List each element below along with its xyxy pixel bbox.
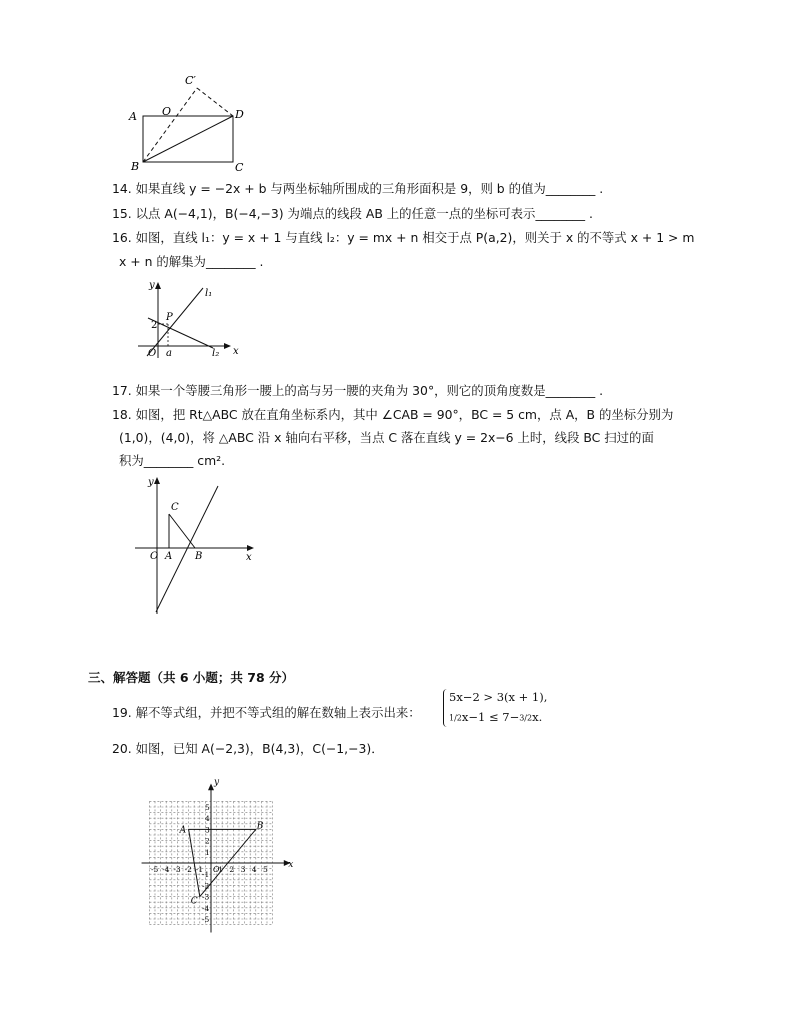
fig16-label-x: x [233, 346, 239, 357]
y-tick-label: -4 [202, 903, 210, 913]
question-16-line-2: x + n 的解集为________ . [119, 254, 264, 269]
question-16-line-1: 16. 如图，直线 l₁：y = x + 1 与直线 l₂：y = mx + n 相交于点 P(a,2)，则关于 x 的不等式 x + 1 > m [112, 230, 695, 245]
question-18-line-3: 积为________ cm². [119, 453, 226, 468]
fig16-label-p: P [166, 312, 173, 323]
question-15: 15. 以点 A(−4,1)，B(−4,−3) 为端点的线段 AB 上的任意一点的坐标可表示________ . [112, 206, 593, 221]
y-tick-label: -5 [202, 915, 210, 924]
inequality-2-frac-b: 3/2 [519, 713, 533, 723]
fig18-label-b: B [195, 551, 203, 562]
label-a: A [129, 110, 137, 123]
question-19: 19. 解不等式组，并把不等式组的解在数轴上表示出来： [112, 705, 421, 720]
fig16-label-l2: l₂ [212, 348, 220, 359]
inequality-2-frac-a: 1/2 [449, 713, 462, 723]
figure-coordinate-grid [140, 772, 300, 934]
section-3-title: 三、解答题（共 6 小题；共 78 分） [88, 670, 295, 685]
x-tick-label: -4 [162, 865, 170, 874]
y-tick-label: 3 [205, 825, 210, 835]
inequality-2 [449, 710, 542, 724]
question-14: 14. 如果直线 y = −2x + b 与两坐标轴所围成的三角形面积是 9，则 b 的值为________ . [112, 181, 604, 196]
y-tick-label: 1 [205, 847, 210, 857]
grid-label-x: x [288, 860, 294, 870]
fig16-label-o: O [148, 348, 157, 359]
x-tick-label: 2 [229, 865, 235, 874]
grid-label-y: y [214, 777, 220, 788]
y-tick-label: -2 [202, 881, 210, 891]
figure-triangle-translation [132, 472, 262, 617]
x-tick-label: 1 [218, 865, 223, 874]
fig18-label-c: C [171, 502, 179, 513]
fig16-label-a: a [166, 348, 172, 359]
y-tick-label: -1 [202, 870, 210, 880]
x-tick-label: -2 [184, 865, 192, 874]
y-tick-label: -3 [202, 892, 210, 902]
label-c: C [235, 161, 244, 172]
grid-label-b: B [256, 821, 264, 832]
question-18-line-1: 18. 如图，把 Rt△ABC 放在直角坐标系内，其中 ∠CAB = 90°，BC = 5 cm，点 A，B 的坐标分别为 [112, 407, 674, 422]
x-tick-label: -5 [151, 865, 159, 874]
grid-label-a: A [179, 825, 187, 836]
x-tick-label: 4 [251, 865, 257, 874]
label-c-prime: C′ [185, 74, 196, 87]
question-20: 20. 如图，已知 A(−2,3)，B(4,3)，C(−1,−3)． [112, 741, 384, 756]
y-tick-label: 4 [205, 814, 210, 824]
label-d: D [235, 108, 244, 121]
x-tick-label: 3 [240, 865, 246, 874]
inequality-1: 5x−2 > 3(x + 1), [449, 690, 548, 704]
y-tick-label: 2 [205, 836, 210, 846]
x-tick-label: -1 [195, 865, 204, 874]
inequality-2-mid: x−1 ≤ 7− [461, 710, 520, 724]
grid-label-c: C [190, 896, 198, 907]
fig16-label-y: y [149, 280, 155, 291]
fig18-label-o: O [150, 551, 159, 562]
grid-label-o: O [213, 865, 220, 874]
inequality-2-end: x. [532, 710, 543, 724]
x-tick-label: 5 [263, 865, 268, 874]
fig18-label-y: y [148, 477, 154, 488]
figure-rectangle-fold [125, 72, 255, 172]
x-tick-label: -3 [173, 865, 181, 874]
question-18-line-2: (1,0)，(4,0)，将 △ABC 沿 x 轴向右平移，当点 C 落在直线 y = 2x−6 上时，线段 BC 扫过的面 [119, 430, 654, 445]
fig18-label-x: x [246, 552, 252, 563]
label-b: B [131, 160, 140, 172]
fig16-label-2: 2 [151, 320, 158, 331]
fig16-label-l1: l₁ [205, 288, 213, 299]
fig18-label-a: A [165, 551, 173, 562]
y-tick-label: 5 [205, 803, 210, 812]
question-17: 17. 如果一个等腰三角形一腰上的高与另一腰的夹角为 30°，则它的顶角度数是________ . [112, 383, 604, 398]
label-o: O [162, 105, 172, 118]
figure-intersecting-lines [135, 278, 250, 360]
